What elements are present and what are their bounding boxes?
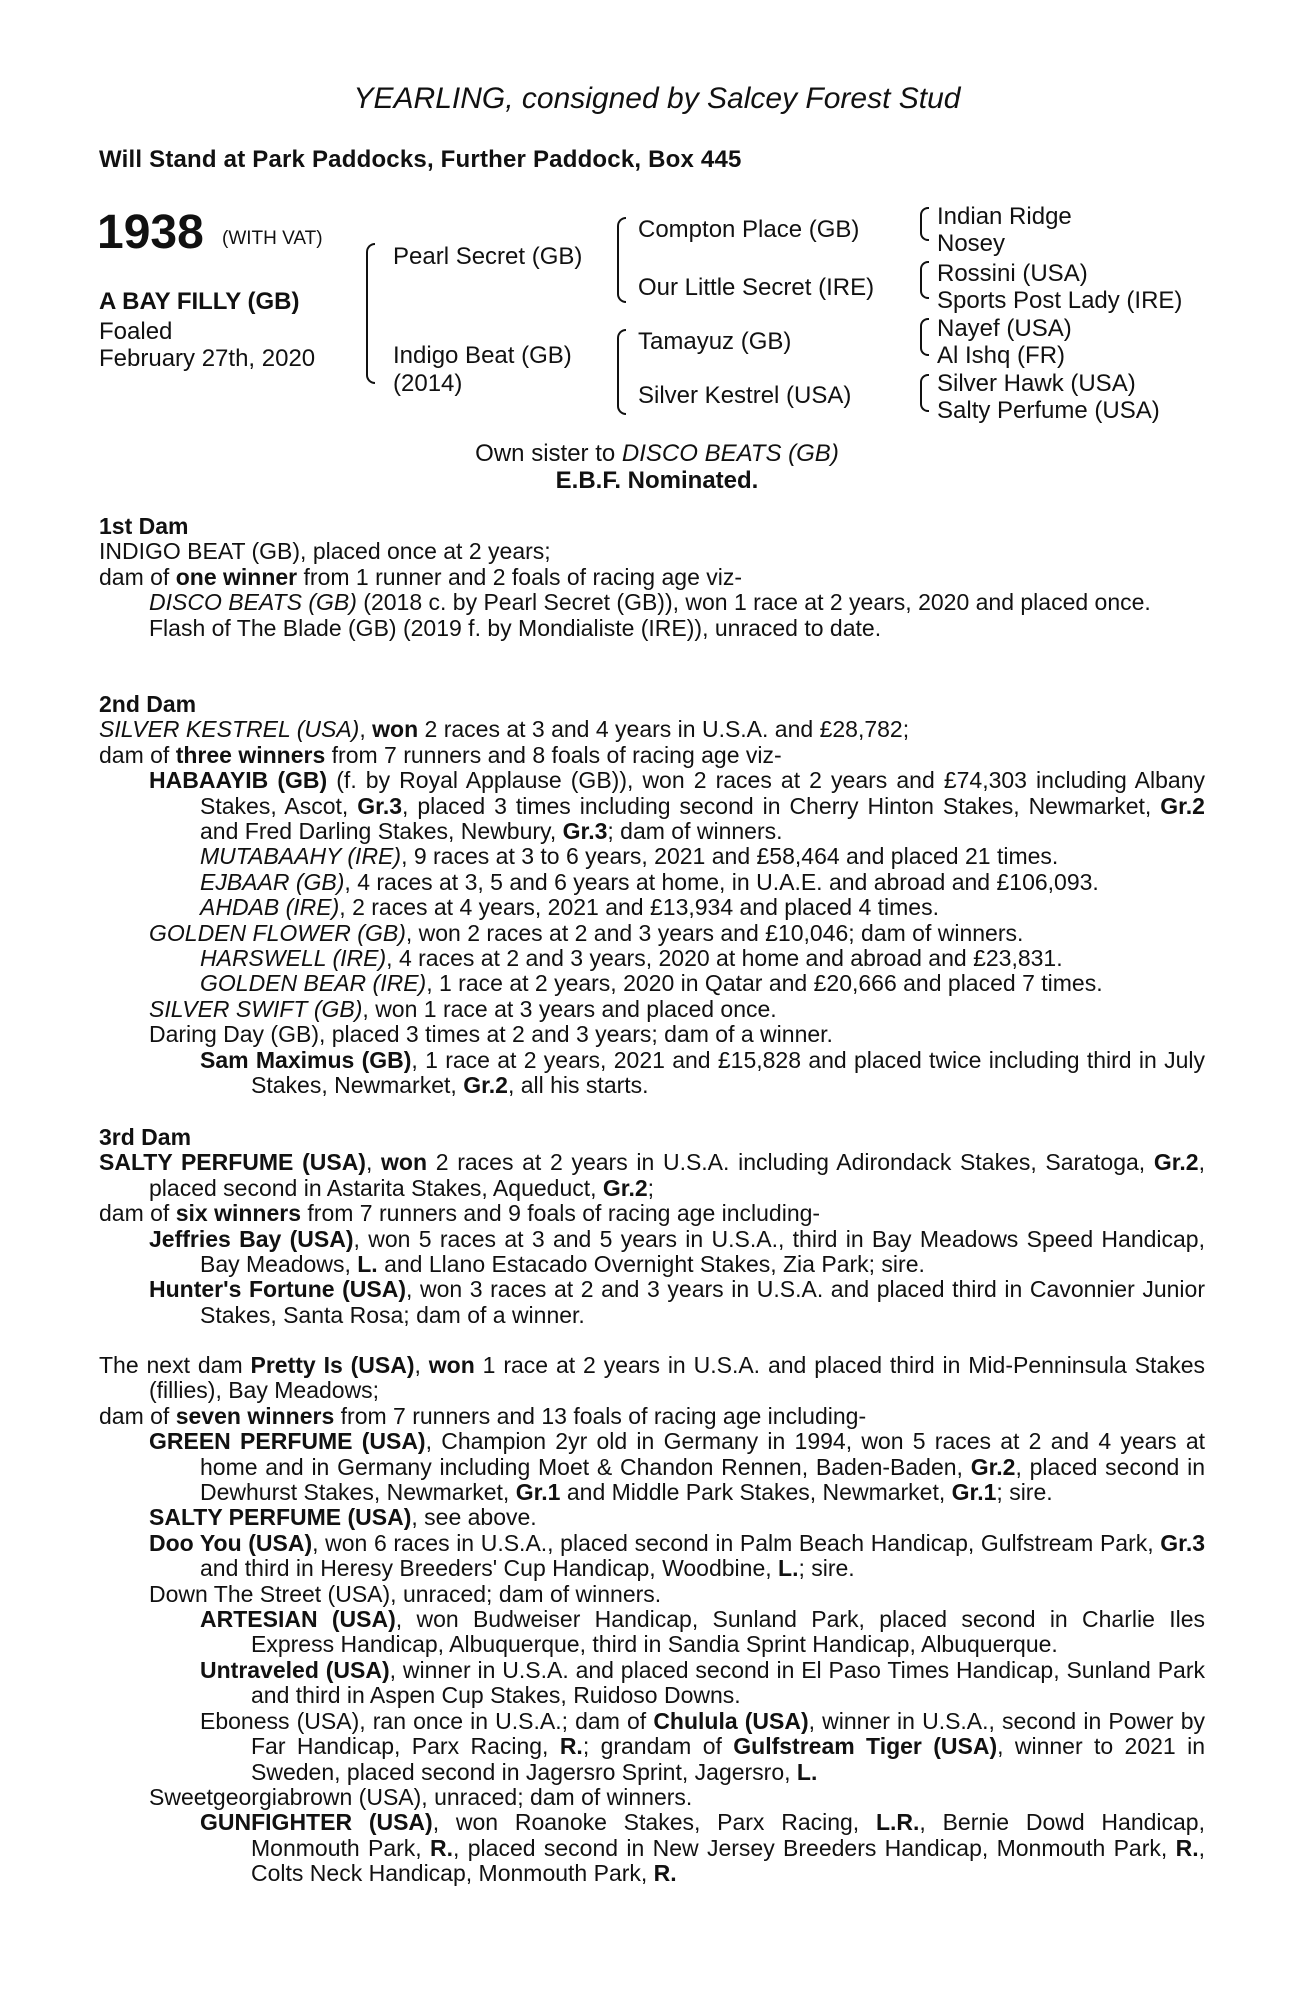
dam-line: The next dam Pretty Is (USA), won 1 race at 2 years in U.S.A. and placed third in Mid-Penninsula Stakes (fillies), Bay Meadows; [99, 1352, 1205, 1404]
progeny-entry: SALTY PERFUME (USA), see above. [149, 1504, 537, 1531]
progeny-entry: MUTABAAHY (IRE), 9 races at 3 to 6 years, 2021 and £58,464 and placed 21 times. [200, 843, 1059, 870]
pedigree-brace-sd [920, 261, 929, 299]
pedigree-dsd: Al Ishq (FR) [937, 342, 1066, 369]
horse-name: A BAY FILLY (GB) [99, 288, 300, 315]
pedigree-sire-dam: Our Little Secret (IRE) [638, 274, 875, 301]
dam-line: INDIGO BEAT (GB), placed once at 2 years; [99, 538, 551, 565]
progeny-entry: DISCO BEATS (GB) (2018 c. by Pearl Secret (GB)), won 1 race at 2 years, 2020 and placed once. [149, 589, 1151, 616]
pedigree-brace-sire [617, 217, 626, 303]
progeny-entry: GREEN PERFUME (USA), Champion 2yr old in Germany in 1994, won 5 races at 2 and 4 years at home and in Germany including Moet & Chandon Rennen, Baden-Baden, Gr.2, placed second in Dewhurst Stakes, Newmarket, Gr.1 and Middle Park Stakes, Newmarket, Gr.1; sire. [149, 1428, 1206, 1506]
foaled-label: Foaled [99, 318, 173, 345]
section-heading: 1st Dam [99, 513, 189, 539]
vat-note: (WITH VAT) [222, 228, 323, 249]
pedigree-sdd: Sports Post Lady (IRE) [937, 287, 1183, 314]
section-heading: 2nd Dam [99, 691, 197, 717]
next-dam-section [99, 1353, 1205, 1887]
progeny-entry: GUNFIGHTER (USA), won Roanoke Stakes, Parx Racing, L.R., Bernie Dowd Handicap, Monmouth Park, R., placed second in New Jersey Breeders Handicap, Monmouth Park, R., Colts Neck Handicap, Monmouth Park, R. [200, 1809, 1205, 1887]
pedigree-dam-sire: Tamayuz (GB) [638, 328, 792, 355]
pedigree-sire: Pearl Secret (GB) [393, 243, 583, 270]
progeny-entry: Doo You (USA), won 6 races in U.S.A., placed second in Palm Beach Handicap, Gulfstream Park, Gr.3 and third in Heresy Breeders' Cup Handicap, Woodbine, L.; sire. [149, 1529, 1206, 1582]
progeny-entry: EJBAAR (GB), 4 races at 3, 5 and 6 years at home, in U.A.E. and abroad and £106,093. [200, 868, 1099, 895]
ebf-nominated: E.B.F. Nominated. [555, 467, 759, 494]
progeny-entry: Untraveled (USA), winner in U.S.A. and placed second in El Paso Times Handicap, Sunland Park and third in Aspen Cup Stakes, Ruidoso Downs. [200, 1656, 1205, 1709]
dam-line: SALTY PERFUME (USA), won 2 races at 2 years in U.S.A. including Adirondack Stakes, Saratoga, Gr.2, placed second in Astarita Stakes, Aqueduct, Gr.2; [99, 1149, 1205, 1201]
progeny-entry: HABAAYIB (GB) (f. by Royal Applause (GB)), won 2 races at 2 years and £74,303 including Albany Stakes, Ascot, Gr.3, placed 3 times including second in Cherry Hinton Stakes, Newmarket, Gr.2 and Fred Darling Stakes, Newbury, Gr.3; dam of winners. [149, 767, 1205, 845]
dam-produce-summary: dam of three winners from 7 runners and 8 foals of racing age viz- [99, 741, 782, 768]
pedigree-sire-sire: Compton Place (GB) [638, 216, 860, 243]
dam-produce-summary: dam of one winner from 1 runner and 2 foals of racing age viz- [99, 563, 743, 590]
section-heading: 3rd Dam [99, 1124, 192, 1150]
pedigree-ddd: Salty Perfume (USA) [937, 397, 1160, 424]
second-dam-section [99, 692, 1205, 1099]
dam-produce-summary: dam of seven winners from 7 runners and 13 foals of racing age including- [99, 1402, 867, 1429]
pedigree-dam: Indigo Beat (GB) [393, 342, 572, 369]
first-dam-section [99, 514, 1205, 641]
pedigree-dam-year: (2014) [393, 370, 463, 397]
third-dam-section [99, 1125, 1205, 1328]
progeny-entry: GOLDEN FLOWER (GB), won 2 races at 2 and 3 years and £10,046; dam of winners. [149, 919, 1024, 946]
progeny-entry: Jeffries Bay (USA), won 5 races at 3 and 5 years in U.S.A., third in Bay Meadows Speed Handicap, Bay Meadows, L. and Llano Estacado Overnight Stakes, Zia Park; sire. [149, 1225, 1205, 1278]
pedigree-dam-dam: Silver Kestrel (USA) [638, 382, 852, 409]
progeny-entry: Eboness (USA), ran once in U.S.A.; dam of Chulula (USA), winner in U.S.A., second in Power by Far Handicap, Parx Racing, R.; grandam of Gulfstream Tiger (USA), winner to 2021 in Sweden, placed second in Jagersro Sprint, Jagersro, L. [200, 1707, 1205, 1785]
pedigree-brace-ss [920, 207, 929, 241]
progeny-entry: Daring Day (GB), placed 3 times at 2 and 3 years; dam of a winner. [149, 1021, 833, 1048]
progeny-entry: SILVER SWIFT (GB), won 1 race at 3 years and placed once. [149, 995, 777, 1022]
pedigree-ssd: Nosey [937, 230, 1006, 257]
pedigree-brace-dam [617, 329, 626, 415]
pedigree-brace-ds [920, 318, 929, 356]
dam-line: SILVER KESTREL (USA), won 2 races at 3 and 4 years in U.S.A. and £28,782; [99, 716, 910, 743]
pedigree-sss: Indian Ridge [937, 203, 1072, 230]
pedigree-brace-dd [920, 374, 929, 412]
progeny-entry: ARTESIAN (USA), won Budweiser Handicap, Sunland Park, placed second in Charlie Iles Express Handicap, Albuquerque, third in Sandia Sprint Handicap, Albuquerque. [200, 1606, 1205, 1658]
foaled-date: February 27th, 2020 [99, 345, 316, 372]
pedigree-dds: Silver Hawk (USA) [937, 370, 1136, 397]
progeny-entry: GOLDEN BEAR (IRE), 1 race at 2 years, 2020 in Qatar and £20,666 and placed 7 times. [200, 970, 1103, 997]
lot-number: 1938 [97, 206, 204, 259]
progeny-entry: Hunter's Fortune (USA), won 3 races at 2 and 3 years in U.S.A. and placed third in Cavonnier Junior Stakes, Santa Rosa; dam of a winner. [149, 1276, 1205, 1328]
own-sister-note: Own sister to DISCO BEATS (GB) [475, 440, 839, 467]
progeny-entry: Down The Street (USA), unraced; dam of winners. [149, 1580, 662, 1607]
progeny-entry: HARSWELL (IRE), 4 races at 2 and 3 years, 2020 at home and abroad and £23,831. [200, 945, 1063, 972]
pedigree-sds: Rossini (USA) [937, 260, 1088, 287]
progeny-entry: Flash of The Blade (GB) (2019 f. by Mondialiste (IRE)), unraced to date. [149, 614, 882, 641]
dam-produce-summary: dam of six winners from 7 runners and 9 foals of racing age including- [99, 1200, 821, 1227]
progeny-entry: Sweetgeorgiabrown (USA), unraced; dam of winners. [149, 1783, 693, 1810]
stand-location: Will Stand at Park Paddocks, Further Paddock, Box 445 [99, 146, 742, 173]
page-title: YEARLING, consigned by Salcey Forest Stud [353, 82, 961, 115]
progeny-entry: Sam Maximus (GB), 1 race at 2 years, 2021 and £15,828 and placed twice including third in July Stakes, Newmarket, Gr.2, all his starts. [200, 1046, 1205, 1099]
pedigree-dss: Nayef (USA) [937, 315, 1072, 342]
pedigree-brace-main [366, 243, 375, 384]
progeny-entry: AHDAB (IRE), 2 races at 4 years, 2021 and £13,934 and placed 4 times. [200, 894, 939, 921]
